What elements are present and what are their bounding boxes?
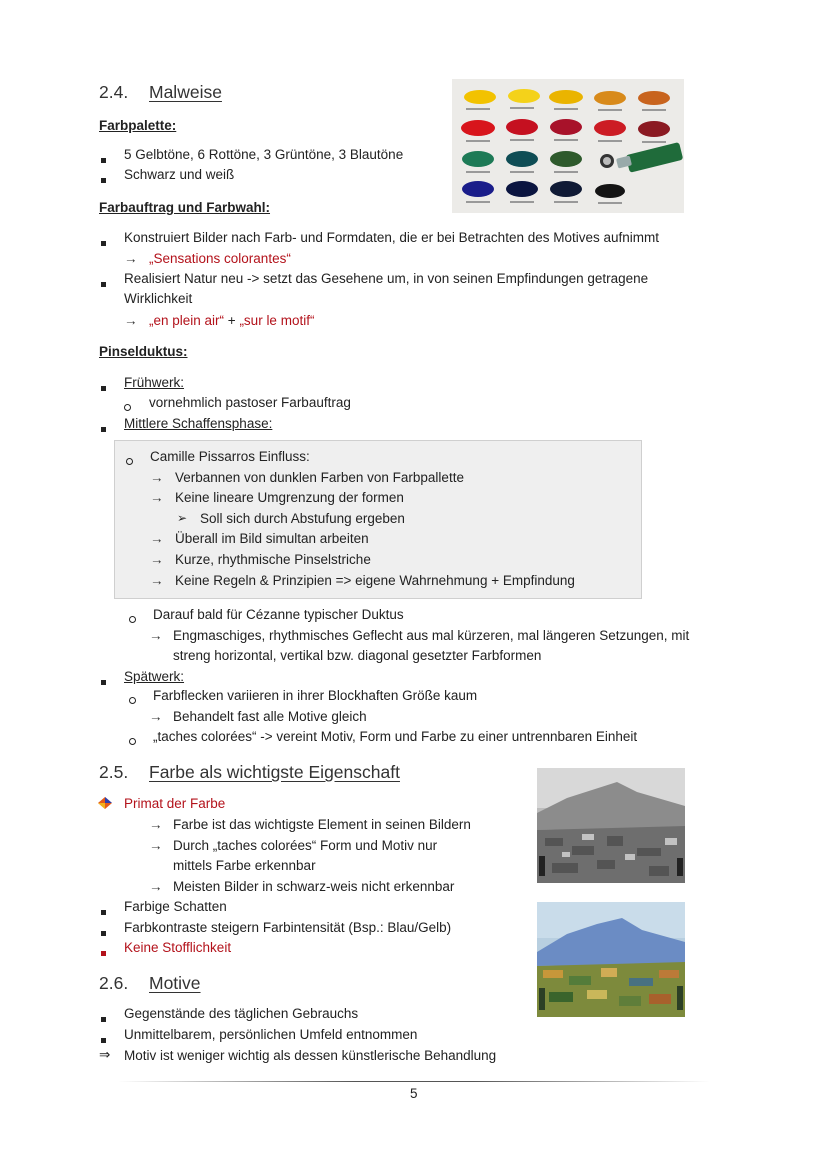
arrow-line (149, 313, 314, 328)
red-text: „sur le motif“ (239, 313, 315, 328)
bullet-circle (124, 399, 131, 414)
section-heading-2-4 (99, 82, 222, 103)
arrow-icon: → (149, 709, 163, 724)
mittlere-label: Mittlere Schaffensphase: (124, 416, 273, 431)
list-item: Behandelt fast alle Motive gleich (173, 709, 367, 724)
arrow-icon: → (150, 470, 164, 485)
bullet-square (101, 171, 106, 186)
section-number: 2.5. (99, 762, 129, 782)
list-item: „taches colorées“ -> vereint Motiv, Form und Farbe zu einer untrennbaren Einheit (153, 729, 638, 744)
bullet-square (101, 379, 106, 394)
section-title: Motive (149, 973, 201, 993)
arrow-icon: → (150, 573, 164, 588)
arrow-icon: → (150, 531, 164, 546)
list-item-red: Keine Stofflichkeit (124, 940, 232, 955)
list-item: Konstruiert Bilder nach Farb- und Formdaten, die er bei Betrachten des Motives aufnimmt (124, 230, 660, 245)
bullet-square (101, 275, 106, 290)
double-arrow-icon: ⇒ (99, 1047, 111, 1062)
list-item: Durch „taches colorées“ Form und Motiv nur (173, 838, 438, 853)
page-number: 5 (410, 1086, 418, 1101)
bullet-square (101, 673, 106, 688)
list-item: Farbe ist das wichtigste Element in seinen Bildern (173, 817, 471, 832)
list-item: Farbige Schatten (124, 899, 227, 914)
bullet-square (101, 903, 106, 918)
bullet-square (101, 1010, 106, 1025)
bullet-square (101, 924, 106, 939)
bullet-circle (126, 453, 133, 468)
bullet-square (101, 151, 106, 166)
list-item: Meisten Bilder in schwarz-weis nicht erkennbar (173, 879, 455, 894)
list-item: 5 Gelbtöne, 6 Rottöne, 3 Grüntöne, 3 Blautöne (124, 147, 404, 162)
list-item-continued: Wirklichkeit (124, 291, 193, 306)
farbpalette-heading: Farbpalette: (99, 118, 177, 133)
list-item-continued: streng horizontal, vertikal bzw. diagonal gesetzter Farbformen (173, 648, 542, 663)
section-title: Farbe als wichtigste Eigenschaft (149, 762, 400, 782)
bullet-square (101, 234, 106, 249)
list-item: Schwarz und weiß (124, 167, 235, 182)
bullet-square (101, 1031, 106, 1046)
list-item: Darauf bald für Cézanne typischer Duktus (153, 607, 404, 622)
paint-palette-photo (452, 79, 684, 213)
section-number: 2.6. (99, 973, 129, 993)
list-item: Überall im Bild simultan arbeiten (175, 531, 369, 546)
section-number: 2.4. (99, 82, 129, 102)
pinselduktus-heading: Pinselduktus: (99, 344, 188, 359)
list-item: Gegenstände des täglichen Gebrauchs (124, 1006, 359, 1021)
arrow-icon: → (124, 251, 138, 266)
list-item: Farbflecken variieren in ihrer Blockhaften Größe kaum (153, 688, 478, 703)
list-item: Farbkontraste steigern Farbintensität (Bsp.: Blau/Gelb) (124, 920, 452, 935)
conclusion-text: Motiv ist weniger wichtig als dessen künstlerische Behandlung (124, 1048, 497, 1063)
arrow-icon: → (150, 490, 164, 505)
list-item: Engmaschiges, rhythmisches Geflecht aus mal kürzeren, mal längeren Setzungen, mit (173, 628, 690, 643)
red-text: „Sensations colorantes“ (149, 251, 291, 266)
fruehwerk-label: Frühwerk: (124, 375, 185, 390)
bullet-circle (129, 733, 136, 748)
bullet-circle (129, 611, 136, 626)
farbauftrag-heading: Farbauftrag und Farbwahl: (99, 200, 271, 215)
section-heading-2-5 (99, 762, 400, 783)
arrow-icon: → (149, 879, 163, 894)
list-item: Keine Regeln & Prinzipien => eigene Wahrnehmung + Empfindung (175, 573, 575, 588)
arrow-icon: → (124, 313, 138, 328)
list-item: vornehmlich pastoser Farbauftrag (149, 395, 351, 410)
arrow-icon: → (149, 628, 163, 643)
bullet-square (101, 420, 106, 435)
list-item: Keine lineare Umgrenzung der formen (175, 490, 404, 505)
arrow-icon: → (149, 817, 163, 832)
list-item: Unmittelbarem, persönlichen Umfeld entnommen (124, 1027, 418, 1042)
list-item-continued: mittels Farbe erkennbar (173, 858, 316, 873)
plus-text: + (224, 313, 240, 328)
painting-color (537, 902, 685, 1017)
list-item: Verbannen von dunklen Farben von Farbpallette (175, 470, 464, 485)
red-text: „en plein air“ (149, 313, 225, 328)
section-heading-2-6 (99, 973, 201, 994)
primat-heading: Primat der Farbe (124, 796, 226, 811)
chevron-right-icon: ➢ (177, 511, 188, 525)
spaetwerk-label: Spätwerk: (124, 669, 185, 684)
box-title: Camille Pissarros Einfluss: (150, 449, 310, 464)
footer-divider (118, 1081, 710, 1082)
list-item: Soll sich durch Abstufung ergeben (200, 511, 405, 526)
painting-grayscale (537, 768, 685, 883)
arrow-icon: → (149, 838, 163, 853)
diamond-bullet-icon (98, 797, 112, 812)
bullet-square-red (101, 944, 106, 959)
list-item: Realisiert Natur neu -> setzt das Gesehene um, in von seinen Empfindungen getragene (124, 271, 649, 286)
section-title: Malweise (149, 82, 222, 102)
arrow-icon: → (150, 552, 164, 567)
list-item: Kurze, rhythmische Pinselstriche (175, 552, 371, 567)
bullet-circle (129, 692, 136, 707)
